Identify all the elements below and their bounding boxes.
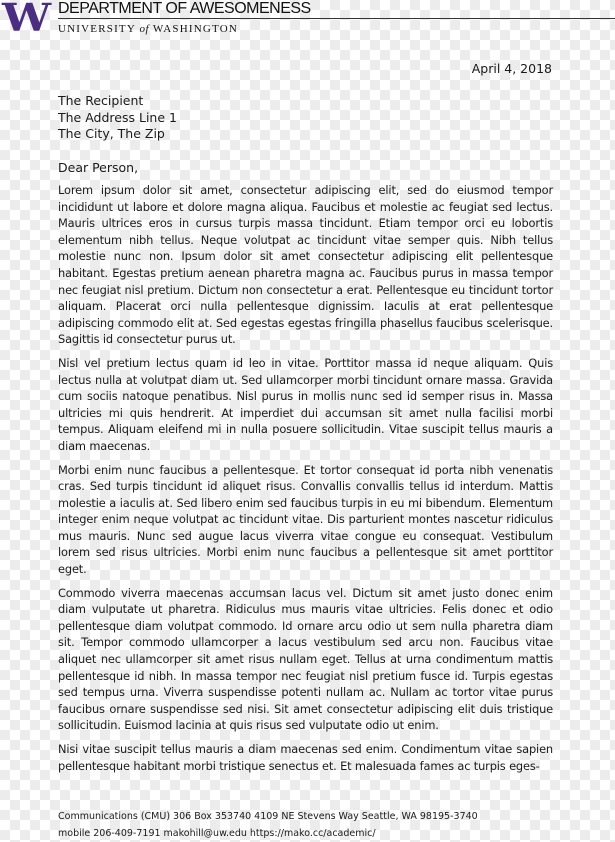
university-name-part1: UNIVERSITY (58, 23, 136, 35)
footer-contact: mobile 206-409-7191 makohill@uw.edu https://mako.cc/academic/ (58, 828, 376, 839)
department-name: DEPARTMENT OF AWESOMENESS (58, 0, 311, 17)
recipient-address-line: The Address Line 1 (58, 109, 177, 125)
body-paragraph: Nisi vitae suscipit tellus mauris a diam maecenas sed enim. Condimentum vitae sapien pellentesque habitant morbi tristique senectus et. Et malesuada fames ac turpis eges- (58, 742, 553, 773)
university-name (58, 22, 238, 36)
recipient-city-zip: The City, The Zip (58, 126, 165, 141)
salutation: Dear Person, (58, 160, 139, 175)
recipient-address (58, 93, 177, 143)
university-name-part2: WASHINGTON (152, 23, 239, 35)
footer-address: Communications (CMU) 306 Box 353740 4109 NE Stevens Way Seattle, WA 98195-3740 (58, 811, 478, 822)
letter-footer (58, 808, 478, 842)
uw-logo-icon: W (2, 0, 52, 40)
letterhead-divider (58, 18, 615, 19)
university-name-of: of (139, 23, 150, 35)
body-paragraph: Nisl vel pretium lectus quam id leo in vitae. Porttitor massa id neque aliquam. Quis lectus nulla at volutpat diam ut. Sed ullamcorper morbi tincidunt ornare massa. Gravida cum sociis natoque penatibus. Nisl purus in mollis nunc sed id semper risus in. Massa ultricies mi quis hendrerit. At imperdiet dui accumsan sit amet nulla facilisi morbi tempus. Aliquam eleifend mi in nulla posuere sollicitudin. Vitae suscipit tellus mauris a diam maecenas. (58, 355, 553, 453)
body-paragraph: Morbi enim nunc faucibus a pellentesque. Et tortor consequat id porta nibh venenatis cras. Sed turpis tincidunt id aliquet risus. Convallis convallis tellus id interdum. Mattis molestie a iaculis at. Sed libero enim sed faucibus turpis in eu mi bibendum. Elementum integer enim neque volutpat ac tincidunt vitae. Dis parturient montes nascetur ridiculus mus mauris. Nunc sed augue lacus viverra vitae congue eu consequat. Vestibulum lorem sed risus ultricies. Morbi enim nunc faucibus a pellentesque sit amet porttitor eget. (58, 462, 553, 577)
letter-body (58, 182, 553, 781)
body-paragraph: Lorem ipsum dolor sit amet, consectetur adipiscing elit, sed do eiusmod tempor incididunt ut labore et dolore magna aliqua. Faucibus et molestie ac feugiat sed lectus. Mauris ultrices eros in cursus turpis massa tincidunt. Etiam tempor orci eu lobortis elementum nibh tellus. Neque volutpat ac tincidunt vitae semper quis. Nibh tellus molestie nunc non. Ipsum dolor sit amet consectetur adipiscing elit pellentesque habitant. Egestas pretium aenean pharetra magna ac. Faucibus purus in massa tempor nec feugiat nisl pretium. Dictum non consectetur a erat. Pellentesque eu tincidunt tortor aliquam. Placerat orci nulla pellentesque dignissim. Iaculis at erat pellentesque adipiscing commodo elit at. Sed egestas egestas fringilla phasellus faucibus scelerisque. Sagittis id consectetur purus ut. (58, 183, 553, 347)
body-paragraph: Commodo viverra maecenas accumsan lacus vel. Dictum sit amet justo donec enim diam vulputate ut pharetra. Ridiculus mus mauris vitae ultricies. Felis donec et odio pellentesque diam volutpat commodo. Id ornare arcu odio ut sem nulla pharetra diam sit. Tempor commodo ullamcorper a lacus vestibulum sed arcu non. Faucibus vitae aliquet nec ullamcorper sit amet risus nullam eget. Tellus at urna condimentum mattis pellentesque id nibh. In massa tempor nec feugiat nisl pretium fusce id. Turpis egestas sed tempus urna. Viverra suspendisse potenti nullam ac. Nullam ac tortor vitae purus faucibus ornare suspendisse sed nisi. Sit amet consectetur adipiscing elit duis tristique sollicitudin. Euismod lacinia at quis risus sed vulputate odio ut enim. (58, 585, 553, 733)
recipient-name: The Recipient (58, 93, 144, 108)
letter-date: April 4, 2018 (471, 61, 552, 76)
